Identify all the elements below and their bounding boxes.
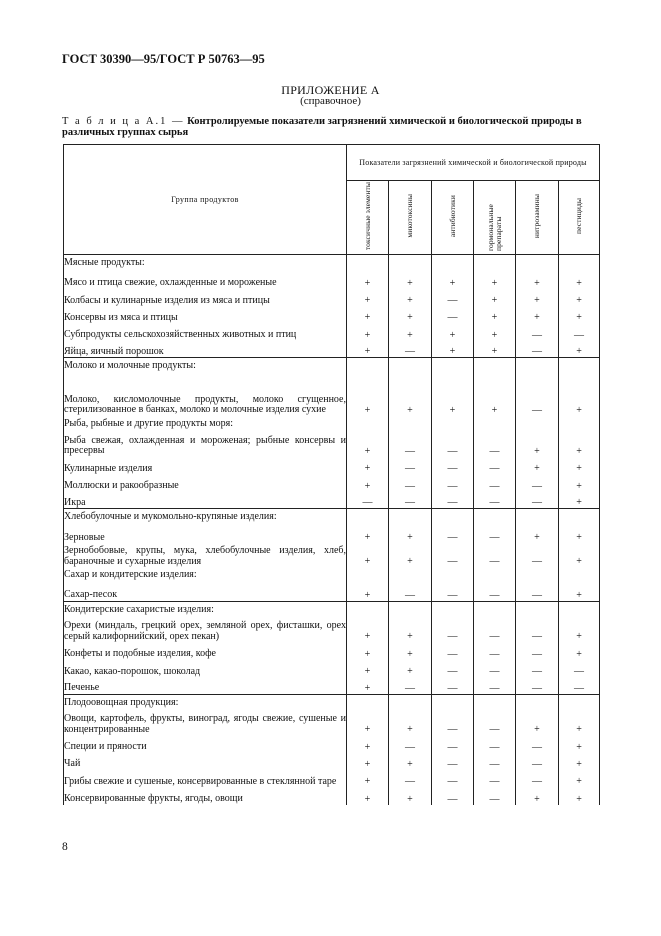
indicator-mark: — [432, 618, 474, 642]
indicator-mark: + [389, 543, 432, 567]
indicator-mark: — [474, 711, 516, 735]
indicator-mark: — [389, 433, 432, 457]
table-row [64, 492, 600, 509]
table-title: Контролируемые показатели загрязнений химической и биологической природы в различных группах сырья [62, 116, 582, 138]
table-row [64, 433, 600, 457]
indicator-mark: + [559, 543, 600, 567]
contamination-table [63, 144, 600, 805]
indicator-mark: — [474, 457, 516, 474]
indicator-mark: — [474, 584, 516, 601]
product-name: Конфеты и подобные изделия, кофе [64, 642, 347, 659]
indicator-mark: — [432, 660, 474, 677]
appendix-title: ПРИЛОЖЕНИЕ А [281, 83, 380, 97]
indicator-mark: — [474, 526, 516, 543]
indicator-mark: + [347, 735, 389, 752]
indicator-mark: — [516, 543, 559, 567]
product-name: Яйца, яичный порошок [64, 341, 347, 358]
indicator-mark: — [516, 474, 559, 491]
empty-cell [389, 694, 432, 711]
column-header: гормональные препараты [474, 181, 516, 255]
indicator-mark: — [432, 306, 474, 323]
section-heading: Кондитерские сахаристые изделия: [64, 601, 347, 618]
product-name: Колбасы и кулинарные изделия из мяса и птицы [64, 289, 347, 306]
indicator-mark: + [389, 642, 432, 659]
indicator-mark: + [347, 618, 389, 642]
indicator-mark: + [559, 474, 600, 491]
indicator-mark: — [432, 753, 474, 770]
empty-cell [347, 601, 389, 618]
product-name: Субпродукты сельскохозяйственных животных и птиц [64, 323, 347, 340]
empty-cell [559, 601, 600, 618]
indicator-mark: + [559, 306, 600, 323]
indicator-mark: + [516, 526, 559, 543]
product-name: Орехи (миндаль, грецкий орех, земляной орех, фисташки, орех серый калифорнийский, орех пекан) [64, 620, 346, 642]
empty-cell [432, 416, 474, 433]
table-row [64, 526, 600, 543]
empty-cell [432, 255, 474, 272]
indicator-mark: + [559, 272, 600, 289]
product-name: Консервы из мяса и птицы [64, 306, 347, 323]
empty-cell [559, 358, 600, 375]
table-row [64, 306, 600, 323]
document-header: ГОСТ 30390—95/ГОСТ Р 50763—95 [62, 52, 265, 66]
empty-cell [389, 601, 432, 618]
table-caption [62, 116, 602, 138]
empty-cell [516, 567, 559, 584]
indicator-mark: + [432, 272, 474, 289]
section-heading-row [64, 601, 600, 618]
empty-cell [389, 567, 432, 584]
indicators-header: Показатели загрязнений химической и биологической природы [347, 145, 600, 181]
table-row [64, 735, 600, 752]
indicator-mark: + [347, 341, 389, 358]
indicator-mark: + [559, 584, 600, 601]
section-heading-row [64, 694, 600, 711]
indicator-mark: + [347, 474, 389, 491]
product-name: Какао, какао-порошок, шоколад [64, 660, 347, 677]
indicator-mark: — [474, 642, 516, 659]
indicator-mark: + [516, 787, 559, 804]
indicator-mark: + [347, 323, 389, 340]
table-row [64, 375, 600, 416]
column-header: нитрозамины [516, 181, 559, 255]
product-name: Консервированные фрукты, ягоды, овощи [64, 787, 347, 804]
indicator-mark: + [347, 375, 389, 416]
indicator-mark: — [516, 642, 559, 659]
indicator-mark: + [516, 289, 559, 306]
product-name: Молоко, кисломолочные продукты, молоко сгущенное, стерилизованное в банках, молоко и молочные изделия сухие [64, 375, 347, 416]
indicator-mark: + [559, 289, 600, 306]
empty-cell [432, 567, 474, 584]
column-header: токсичные элементы [347, 181, 389, 255]
empty-cell [516, 416, 559, 433]
indicator-mark: — [474, 660, 516, 677]
indicator-mark: + [347, 642, 389, 659]
product-name: Печенье [64, 677, 347, 694]
indicator-mark: + [432, 375, 474, 416]
indicator-mark: — [432, 642, 474, 659]
empty-cell [389, 509, 432, 526]
indicator-mark: + [432, 341, 474, 358]
indicator-mark: — [347, 492, 389, 509]
indicator-mark: + [347, 306, 389, 323]
indicator-mark: + [516, 457, 559, 474]
indicator-mark: + [347, 787, 389, 804]
table-body [64, 255, 600, 805]
product-name: Моллюски и ракообразные [64, 474, 347, 491]
indicator-mark: — [432, 787, 474, 804]
indicator-mark: — [432, 492, 474, 509]
page-number: 8 [62, 841, 68, 853]
table-row [64, 543, 600, 567]
indicator-mark: + [347, 433, 389, 457]
table-row [64, 660, 600, 677]
indicator-mark: — [389, 677, 432, 694]
indicator-mark: — [516, 584, 559, 601]
indicator-mark: + [347, 272, 389, 289]
indicator-mark: — [516, 375, 559, 416]
indicator-mark: + [347, 677, 389, 694]
indicator-mark: + [559, 341, 600, 358]
indicator-mark: + [516, 711, 559, 735]
section-heading: Хлебобулочные и мукомольно-крупяные изделия: [64, 509, 347, 526]
indicator-mark: + [559, 457, 600, 474]
column-header: микотоксины [389, 181, 432, 255]
product-name: Зернобобовые, крупы, мука, хлебобулочные изделия, хлеб, бараночные и сухарные изделия [64, 545, 346, 567]
section-heading: Плодоовощная продукция: [64, 694, 347, 711]
empty-cell [389, 255, 432, 272]
indicator-mark: + [389, 306, 432, 323]
indicator-mark: — [432, 474, 474, 491]
indicator-mark: + [474, 341, 516, 358]
product-name: Кулинарные изделия [64, 457, 347, 474]
indicator-mark: + [347, 543, 389, 567]
table-row [64, 272, 600, 289]
indicator-mark: — [516, 323, 559, 340]
empty-cell [474, 694, 516, 711]
indicator-mark: — [474, 618, 516, 642]
indicator-mark: — [474, 474, 516, 491]
indicator-mark: + [347, 526, 389, 543]
empty-cell [347, 416, 389, 433]
table-row [64, 618, 600, 642]
table-row [64, 677, 600, 694]
table-row [64, 711, 600, 735]
empty-cell [474, 358, 516, 375]
product-name: Рыба свежая, охлажденная и мороженая; рыбные консервы и пресервы [64, 434, 346, 457]
indicator-mark: — [474, 492, 516, 509]
section-heading-row [64, 567, 600, 584]
indicator-mark: + [432, 323, 474, 340]
empty-cell [516, 694, 559, 711]
indicator-mark: + [347, 584, 389, 601]
section-heading-row [64, 358, 600, 375]
indicator-mark: — [474, 735, 516, 752]
indicator-mark: + [389, 787, 432, 804]
indicator-mark: + [559, 526, 600, 543]
indicator-mark: + [474, 306, 516, 323]
indicator-mark: + [474, 323, 516, 340]
indicator-mark: — [432, 543, 474, 567]
indicator-mark: + [559, 770, 600, 787]
indicator-mark: + [516, 272, 559, 289]
table-row [64, 341, 600, 358]
product-name: Сахар-песок [64, 584, 347, 601]
indicator-mark: + [474, 289, 516, 306]
product-name: Зерновые [64, 526, 347, 543]
indicator-mark: — [432, 433, 474, 457]
empty-cell [347, 358, 389, 375]
indicator-mark: — [432, 526, 474, 543]
indicator-mark: + [474, 272, 516, 289]
indicator-mark: — [389, 584, 432, 601]
indicator-mark: + [559, 787, 600, 804]
indicator-mark: — [432, 735, 474, 752]
empty-cell [347, 255, 389, 272]
empty-cell [347, 694, 389, 711]
indicator-mark: + [389, 375, 432, 416]
empty-cell [474, 509, 516, 526]
indicator-mark: — [389, 474, 432, 491]
empty-cell [516, 509, 559, 526]
indicator-mark: — [432, 770, 474, 787]
product-name: Чай [64, 753, 347, 770]
empty-cell [432, 694, 474, 711]
empty-cell [432, 601, 474, 618]
empty-cell [559, 567, 600, 584]
group-header: Группа продуктов [64, 145, 347, 255]
section-heading-row [64, 255, 600, 272]
indicator-mark: — [389, 341, 432, 358]
indicator-mark: — [516, 753, 559, 770]
column-header: пестициды [559, 181, 600, 255]
product-name: Специи и пряности [64, 735, 347, 752]
indicator-mark: + [559, 753, 600, 770]
indicator-mark: — [432, 711, 474, 735]
indicator-mark: + [559, 711, 600, 735]
indicator-mark: + [559, 735, 600, 752]
indicator-mark: — [516, 618, 559, 642]
indicator-mark: + [559, 375, 600, 416]
table-row [64, 642, 600, 659]
indicator-mark: — [474, 770, 516, 787]
empty-cell [389, 358, 432, 375]
table-row [64, 323, 600, 340]
indicator-mark: + [347, 660, 389, 677]
product-name: Икра [64, 492, 347, 509]
indicator-mark: + [389, 289, 432, 306]
section-heading: Рыба, рыбные и другие продукты моря: [64, 416, 347, 433]
product-name: Грибы свежие и сушеные, консервированные в стеклянной таре [64, 770, 347, 787]
table-label: Т а б л и ц а А.1 — [62, 116, 185, 127]
indicator-mark: + [389, 323, 432, 340]
indicator-mark: + [559, 492, 600, 509]
indicator-mark: + [559, 433, 600, 457]
empty-cell [559, 509, 600, 526]
table-row [64, 457, 600, 474]
table-row [64, 584, 600, 601]
indicator-mark: + [559, 618, 600, 642]
empty-cell [516, 255, 559, 272]
indicator-mark: — [516, 770, 559, 787]
indicator-mark: — [389, 492, 432, 509]
indicator-mark: — [474, 753, 516, 770]
section-heading: Сахар и кондитерские изделия: [64, 567, 347, 584]
empty-cell [474, 416, 516, 433]
empty-cell [516, 601, 559, 618]
section-heading-row [64, 509, 600, 526]
empty-cell [389, 416, 432, 433]
indicator-mark: + [389, 526, 432, 543]
indicator-mark: — [389, 735, 432, 752]
indicator-mark: — [474, 543, 516, 567]
empty-cell [432, 358, 474, 375]
indicator-mark: + [347, 289, 389, 306]
empty-cell [347, 567, 389, 584]
empty-cell [559, 416, 600, 433]
empty-cell [347, 509, 389, 526]
section-heading: Молоко и молочные продукты: [64, 358, 347, 375]
indicator-mark: — [516, 341, 559, 358]
section-heading-row [64, 416, 600, 433]
appendix-subtitle: (справочное) [300, 95, 361, 107]
indicator-mark: + [389, 660, 432, 677]
indicator-mark: — [516, 492, 559, 509]
product-name: Овощи, картофель, фрукты, виноград, ягоды свежие, сушеные и концентрированные [64, 713, 346, 735]
indicator-mark: — [432, 457, 474, 474]
indicator-mark: — [516, 735, 559, 752]
indicator-mark: — [559, 660, 600, 677]
indicator-mark: — [559, 323, 600, 340]
indicator-mark: + [559, 642, 600, 659]
empty-cell [432, 509, 474, 526]
empty-cell [516, 358, 559, 375]
indicator-mark: — [432, 584, 474, 601]
indicator-mark: — [516, 660, 559, 677]
indicator-mark: — [389, 457, 432, 474]
indicator-mark: + [389, 753, 432, 770]
empty-cell [474, 601, 516, 618]
indicator-mark: — [559, 677, 600, 694]
empty-cell [474, 567, 516, 584]
indicator-mark: — [389, 770, 432, 787]
table-row [64, 474, 600, 491]
indicator-mark: + [389, 618, 432, 642]
table-row [64, 770, 600, 787]
indicator-mark: + [389, 272, 432, 289]
indicator-mark: — [474, 433, 516, 457]
section-heading: Мясные продукты: [64, 255, 347, 272]
indicator-mark: + [516, 433, 559, 457]
product-name: Мясо и птица свежие, охлажденные и мороженые [64, 272, 347, 289]
indicator-mark: — [474, 677, 516, 694]
empty-cell [559, 255, 600, 272]
indicator-mark: — [432, 677, 474, 694]
table-row [64, 787, 600, 804]
indicator-mark: + [347, 711, 389, 735]
indicator-mark: + [347, 457, 389, 474]
indicator-mark: + [347, 770, 389, 787]
column-header: антибиотики [432, 181, 474, 255]
indicator-mark: + [516, 306, 559, 323]
empty-cell [474, 255, 516, 272]
table-row [64, 753, 600, 770]
indicator-mark: — [474, 787, 516, 804]
table-row [64, 289, 600, 306]
indicator-mark: — [516, 677, 559, 694]
indicator-mark: + [347, 753, 389, 770]
empty-cell [559, 694, 600, 711]
indicator-mark: + [389, 711, 432, 735]
indicator-mark: — [432, 289, 474, 306]
indicator-mark: + [474, 375, 516, 416]
